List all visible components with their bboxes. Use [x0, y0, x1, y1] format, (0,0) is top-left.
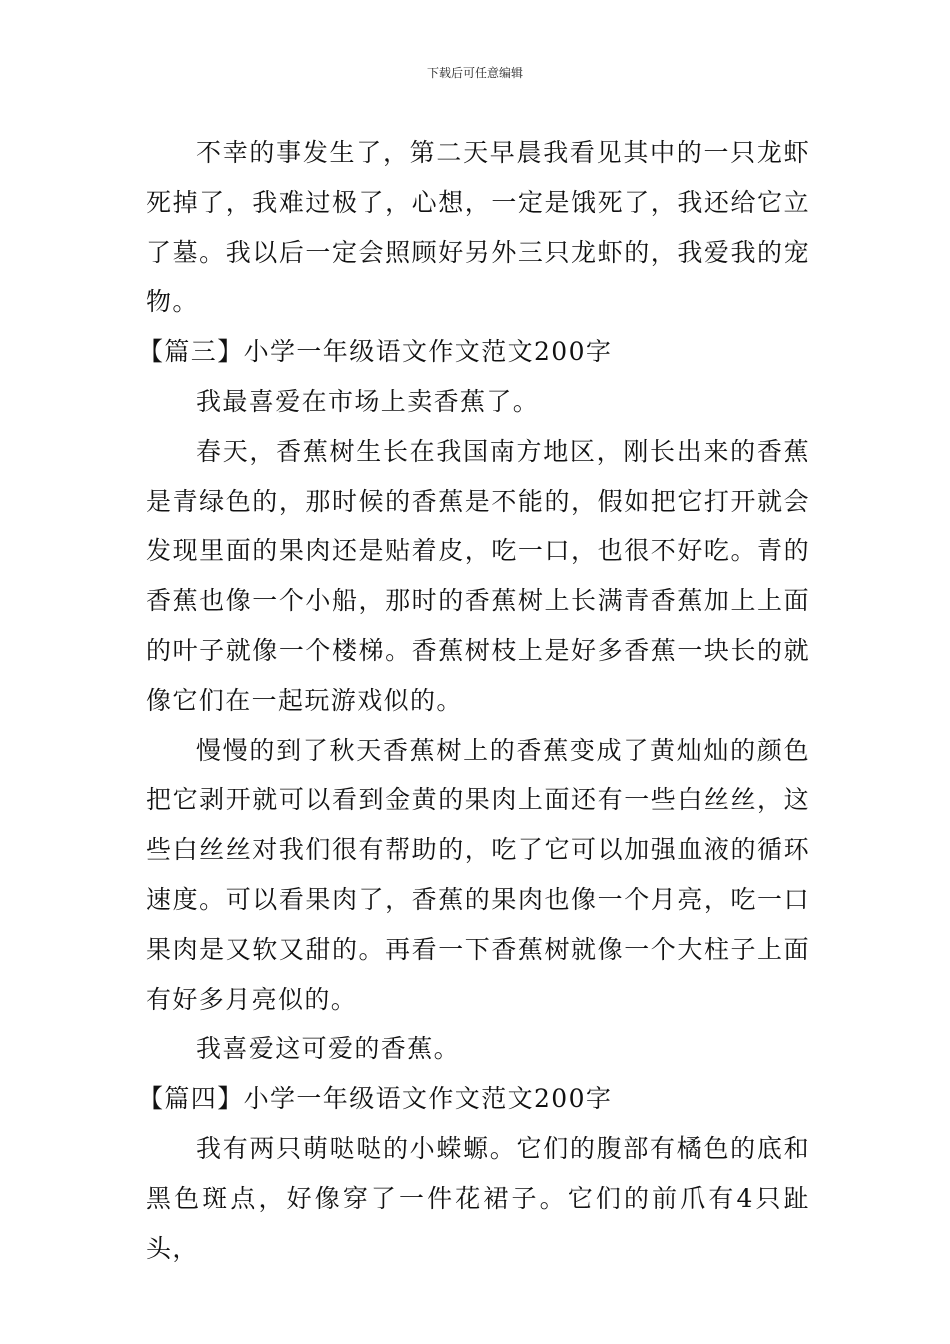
paragraph-dragon-shrimp-ending: 不幸的事发生了，第二天早晨我看见其中的一只龙虾死掉了，我难过极了，心想，一定是饿死了，我还给它立了墓。我以后一定会照顾好另外三只龙虾的，我爱我的宠物。 [146, 138, 810, 317]
section-heading-4: 【篇四】小学一年级语文作文范文200字 [138, 1084, 613, 1114]
document-body [138, 128, 810, 1273]
section-heading-3: 【篇三】小学一年级语文作文范文200字 [138, 337, 613, 367]
paragraph-banana-autumn: 慢慢的到了秋天香蕉树上的香蕉变成了黄灿灿的颜色把它剥开就可以看到金黄的果肉上面还有一些白丝丝，这些白丝丝对我们很有帮助的，吃了它可以加强血液的循环速度。可以看果肉了，香蕉的果肉也像一个月亮，吃一口果肉是又软又甜的。再看一下香蕉树就像一个大柱子上面有好多月亮似的。 [146, 735, 810, 1014]
paragraph-salamander: 我有两只萌哒哒的小蝾螈。它们的腹部有橘色的底和黑色斑点，好像穿了一件花裙子。它们的前爪有4只趾头， [146, 1133, 810, 1263]
paragraph-banana-intro: 我最喜爱在市场上卖香蕉了。 [196, 386, 540, 416]
paragraph-banana-conclusion: 我喜爱这可爱的香蕉。 [196, 1034, 461, 1064]
page-header: 下载后可任意编辑 [426, 66, 523, 80]
paragraph-banana-spring: 春天，香蕉树生长在我国南方地区，刚长出来的香蕉是青绿色的，那时候的香蕉是不能的，假如把它打开就会发现里面的果肉还是贴着皮，吃一口，也很不好吃。青的香蕉也像一个小船，那时的香蕉树上长满青香蕉加上上面的叶子就像一个楼梯。香蕉树枝上是好多香蕉一块长的就像它们在一起玩游戏似的。 [146, 436, 810, 715]
